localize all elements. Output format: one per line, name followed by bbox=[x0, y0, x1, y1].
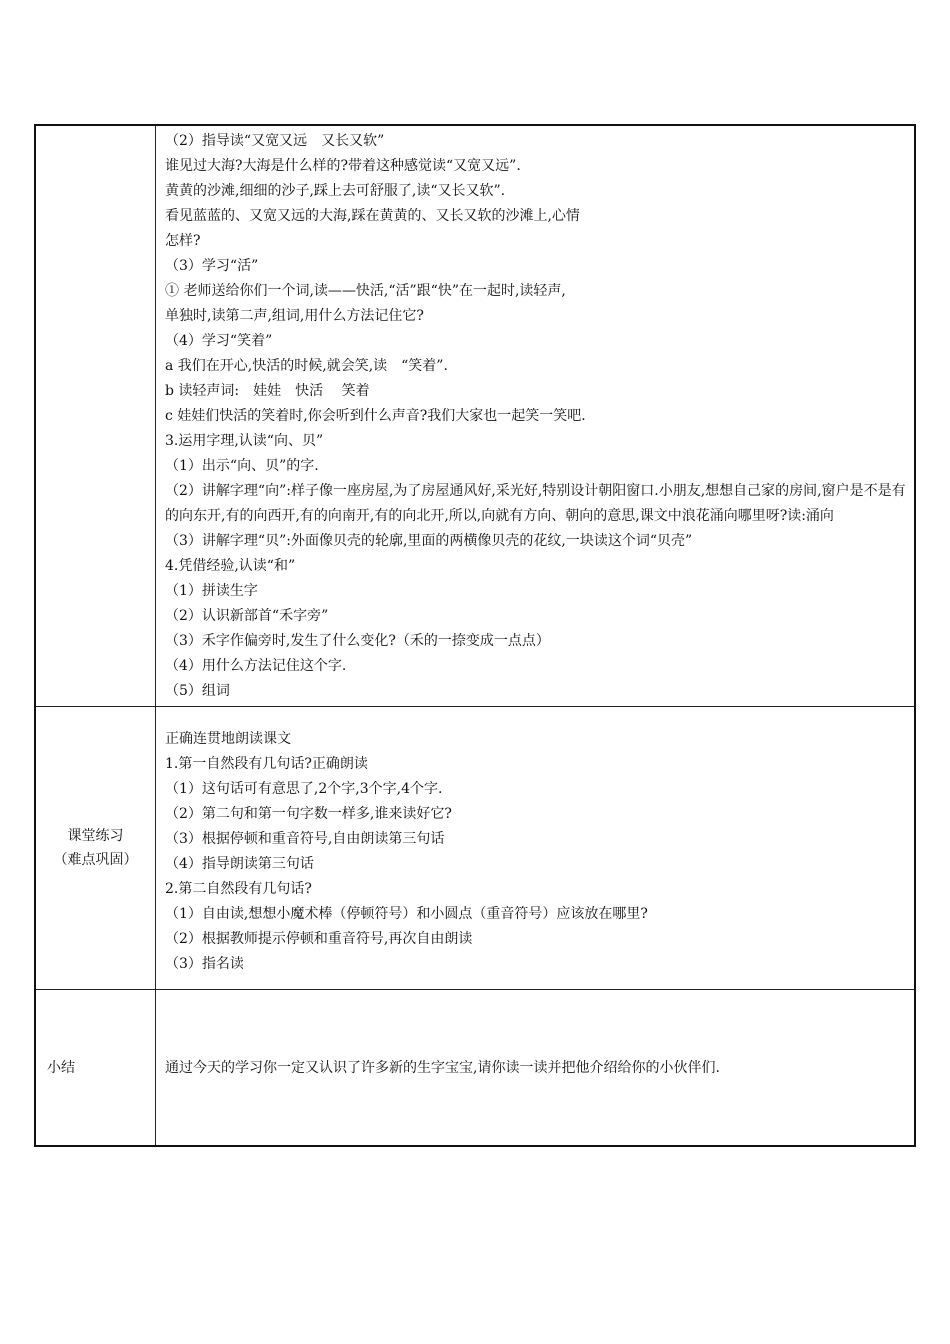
summary-cell bbox=[156, 990, 916, 1147]
text-line: 正确连贯地朗读课文 bbox=[165, 731, 291, 747]
text-line: （2）根据教师提示停顿和重音符号,再次自由朗读 bbox=[165, 931, 473, 947]
text-line: 怎样? bbox=[165, 233, 201, 249]
summary-text: 通过今天的学习你一定又认识了许多新的生字宝宝,请你读一读并把他介绍给你的小伙伴们. bbox=[165, 1059, 720, 1076]
text-line: 谁见过大海?大海是什么样的?带着这种感觉读“又宽又远”. bbox=[165, 158, 521, 174]
lesson-plan-table bbox=[34, 124, 916, 1147]
text-line: （2）第二句和第一句字数一样多,谁来读好它? bbox=[165, 806, 452, 822]
table-row bbox=[35, 707, 915, 990]
label-line: （难点巩固） bbox=[53, 852, 138, 868]
text-line: 黄黄的沙滩,细细的沙子,踩上去可舒服了,读“又长又软”. bbox=[165, 183, 506, 199]
text-line: （3）根据停顿和重音符号,自由朗读第三句话 bbox=[165, 831, 445, 847]
text-line: （3）禾字作偏旁时,发生了什么变化?（禾的一捺变成一点点） bbox=[165, 633, 550, 649]
text-line: （4）用什么方法记住这个字. bbox=[165, 658, 347, 674]
text-line: c 娃娃们快活的笑着时,你会听到什么声音?我们大家也一起笑一笑吧. bbox=[165, 408, 586, 424]
text-line: （1）出示“向、贝”的字. bbox=[165, 458, 319, 474]
practice-cell bbox=[156, 707, 916, 990]
row-label-summary: 小结 bbox=[35, 990, 156, 1147]
text-line: 2.第二自然段有几句话? bbox=[165, 881, 312, 897]
text-line: 3.运用字理,认读“向、贝” bbox=[165, 433, 324, 449]
text-line: 1.第一自然段有几句话?正确朗读 bbox=[165, 756, 368, 772]
text-line: b 读轻声词: 娃娃 快活 笑着 bbox=[165, 383, 370, 399]
text-line: （2）指导读“又宽又远 又长又软” bbox=[165, 133, 385, 149]
text-line: 单独时,读第二声,组词,用什么方法记住它? bbox=[165, 308, 424, 324]
text-line: （3）讲解字理“贝”:外面像贝壳的轮廓,里面的两横像贝壳的花纹,一块读这个词“贝壳” bbox=[165, 533, 693, 549]
text-line: （4）指导朗读第三句话 bbox=[165, 856, 314, 872]
text-line: （2）讲解字理“向”:样子像一座房屋,为了房屋通风好,采光好,特别设计朝阳窗口.小朋友,想想自己家的房间,窗户是不是有的向东开,有的向西开,有的向南开,有的向北开,所以,向就有方向、朝向的意思,课文中浪花涌向哪里呀?读:涌向 bbox=[165, 483, 906, 524]
row-label-empty bbox=[35, 125, 156, 707]
text-line: 看见蓝蓝的、又宽又远的大海,踩在黄黄的、又长又软的沙滩上,心情 bbox=[165, 208, 580, 224]
text-line: 4.凭借经验,认读“和” bbox=[165, 558, 296, 574]
text-line: （3）指名读 bbox=[165, 956, 244, 972]
text-line: （3）学习“活” bbox=[165, 258, 259, 274]
text-line: a 我们在开心,快活的时候,就会笑,读 “笑着”. bbox=[165, 358, 448, 374]
text-line: （5）组词 bbox=[165, 683, 230, 699]
label-line: 课堂练习 bbox=[67, 828, 124, 844]
teaching-steps-cell bbox=[156, 125, 916, 707]
table-row bbox=[35, 125, 915, 707]
text-line: （1）这句话可有意思了,2个字,3个字,4个字. bbox=[165, 781, 443, 797]
text-line: ① 老师送给你们一个词,读——快活,“活”跟“快”在一起时,读轻声, bbox=[165, 283, 566, 299]
text-line: （2）认识新部首“禾字旁” bbox=[165, 608, 329, 624]
text-line: （1）拼读生字 bbox=[165, 583, 258, 599]
table-row bbox=[35, 990, 915, 1147]
text-line: （1）自由读,想想小魔术棒（停顿符号）和小圆点（重音符号）应该放在哪里? bbox=[165, 906, 648, 922]
text-line: （4）学习“笑着” bbox=[165, 333, 273, 349]
row-label-practice bbox=[35, 707, 156, 990]
